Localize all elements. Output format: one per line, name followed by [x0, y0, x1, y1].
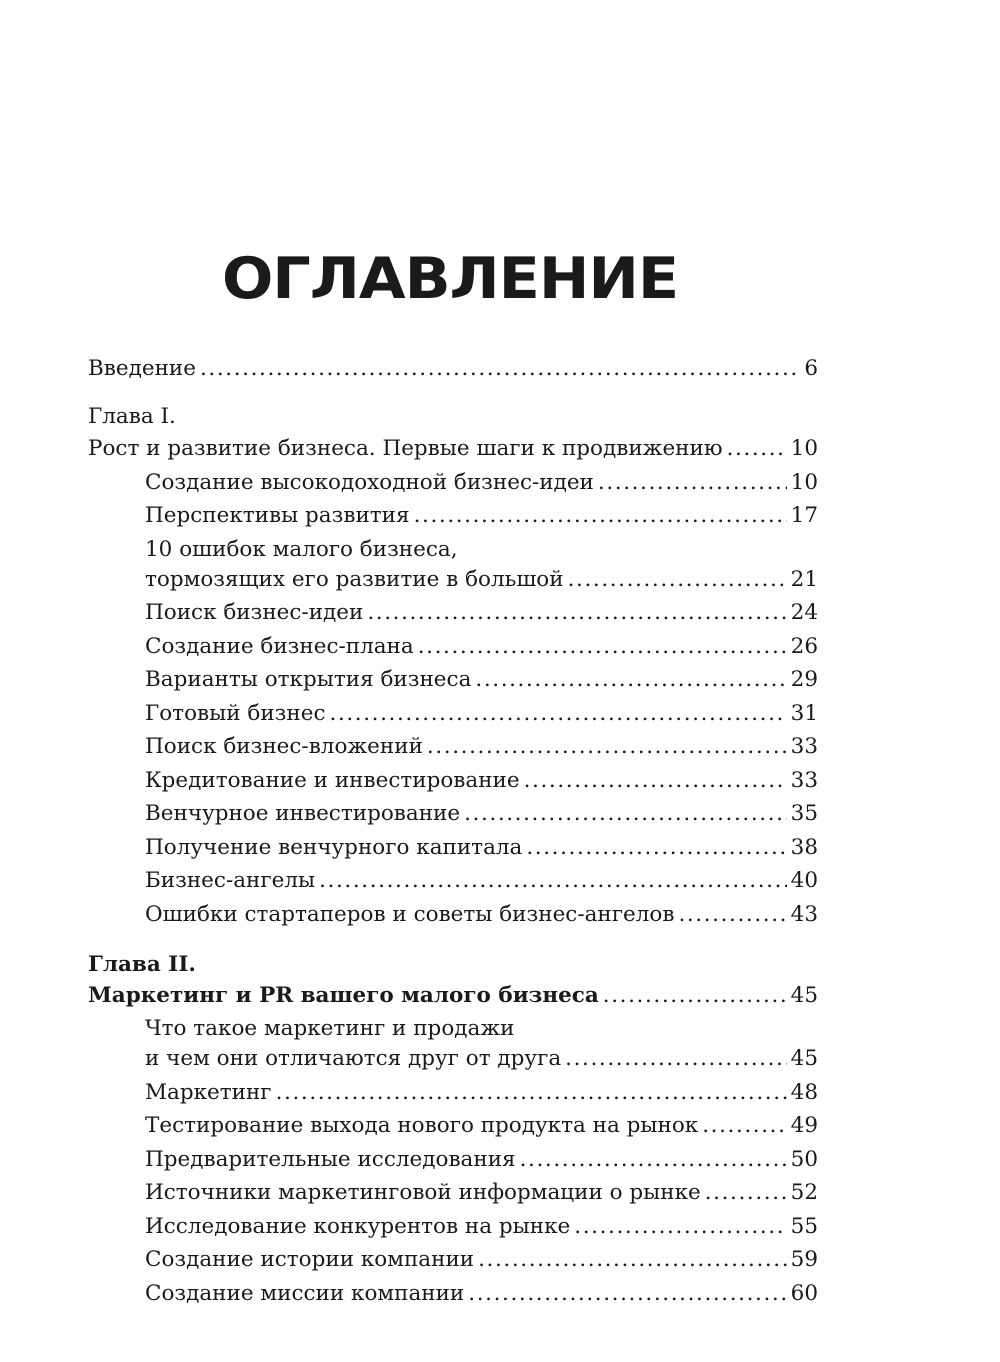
page-title: ОГЛАВЛЕНИЕ — [222, 246, 679, 312]
toc-entry[interactable] — [145, 866, 818, 896]
toc-entry[interactable] — [145, 468, 818, 498]
leader-dots — [702, 1111, 786, 1141]
leader-dots — [727, 434, 787, 464]
toc-entry-label: Венчурное инвестирование — [145, 801, 461, 826]
leader-dots — [598, 468, 787, 498]
toc-entry[interactable] — [145, 1145, 818, 1175]
toc-entry-page: 43 — [790, 902, 818, 927]
toc-entry-page: 60 — [790, 1281, 818, 1306]
toc-entry[interactable] — [145, 1111, 818, 1141]
toc-entry[interactable] — [145, 598, 818, 628]
leader-dots — [678, 900, 786, 930]
toc-entry-label-line1: Что такое маркетинг и продажи — [145, 1016, 515, 1041]
leader-dots — [367, 598, 786, 628]
toc-entry-label: Создание миссии компании — [145, 1281, 465, 1306]
leader-dots — [526, 833, 786, 863]
toc-entry-page: 59 — [790, 1247, 818, 1272]
toc-entry-label: Поиск бизнес-вложений — [145, 734, 423, 759]
toc-entry-label: Создание истории компании — [145, 1247, 475, 1272]
toc-entry-page: 45 — [790, 983, 818, 1008]
toc-entry-label: тормозящих его развитие в большой — [145, 567, 564, 592]
toc-entry[interactable] — [145, 1212, 818, 1242]
toc-entry[interactable] — [145, 1279, 818, 1309]
toc-entry-label: Кредитование и инвестирование — [145, 768, 520, 793]
toc-entry-label: Ошибки стартаперов и советы бизнес-ангелов — [145, 902, 675, 927]
toc-entry-label: Маркетинг и PR вашего малого бизнеса — [88, 983, 599, 1008]
toc-entry[interactable] — [145, 799, 818, 829]
leader-dots — [520, 1145, 787, 1175]
leader-dots — [418, 632, 787, 662]
toc-entry[interactable] — [145, 565, 818, 595]
toc-entry-page: 26 — [790, 634, 818, 659]
toc-entry[interactable] — [145, 833, 818, 863]
toc-entry-chapter-1[interactable] — [88, 434, 818, 464]
leader-dots — [524, 766, 787, 796]
toc-entry[interactable] — [145, 1178, 818, 1208]
toc-entry[interactable] — [145, 1245, 818, 1275]
leader-dots — [414, 501, 787, 531]
toc-entry-label: Получение венчурного капитала — [145, 835, 523, 860]
leader-dots — [464, 799, 787, 829]
leader-dots — [574, 1212, 786, 1242]
toc-entry-label: и чем они отличаются друг от друга — [145, 1046, 562, 1071]
leader-dots — [319, 866, 787, 896]
leader-dots — [200, 354, 800, 384]
toc-entry-page: 50 — [790, 1147, 818, 1172]
toc-entry-page: 29 — [790, 667, 818, 692]
toc-entry-page: 10 — [790, 470, 818, 495]
toc-entry-page: 21 — [790, 567, 818, 592]
leader-dots — [427, 732, 787, 762]
toc-entry-page: 31 — [790, 701, 818, 726]
toc-entry-label: Маркетинг — [145, 1080, 272, 1105]
leader-dots — [478, 1245, 787, 1275]
toc-entry-label: Создание бизнес-плана — [145, 634, 414, 659]
toc-entry-label: Поиск бизнес-идеи — [145, 600, 364, 625]
leader-dots — [565, 1044, 786, 1074]
leader-dots — [568, 565, 787, 595]
chapter-2-heading: Глава II. — [88, 952, 196, 977]
toc-entry-page: 38 — [790, 835, 818, 860]
toc-entry-page: 49 — [790, 1113, 818, 1138]
leader-dots — [468, 1279, 786, 1309]
toc-entry-chapter-2[interactable] — [88, 981, 818, 1011]
toc-entry-page: 45 — [790, 1046, 818, 1071]
toc-entry-page: 35 — [790, 801, 818, 826]
toc-entry[interactable] — [145, 665, 818, 695]
toc-entry-intro[interactable] — [88, 354, 818, 384]
toc-entry-page: 6 — [804, 356, 818, 381]
toc-entry[interactable] — [145, 501, 818, 531]
toc-entry-label: Бизнес-ангелы — [145, 868, 316, 893]
leader-dots — [276, 1078, 787, 1108]
toc-entry-page: 55 — [790, 1214, 818, 1239]
toc-entry-label: Предварительные исследования — [145, 1147, 516, 1172]
toc-entry-label: Варианты открытия бизнеса — [145, 667, 472, 692]
toc-entry-page: 10 — [790, 436, 818, 461]
toc-entry[interactable] — [145, 1044, 818, 1074]
toc-entry[interactable] — [145, 732, 818, 762]
chapter-1-heading: Глава I. — [88, 404, 176, 429]
toc-entry-label: Источники маркетинговой информации о рынке — [145, 1180, 701, 1205]
toc-entry-label-line1: 10 ошибок малого бизнеса, — [145, 537, 458, 562]
toc-entry-page: 17 — [790, 503, 818, 528]
toc-entry-page: 33 — [790, 734, 818, 759]
toc-entry-page: 52 — [790, 1180, 818, 1205]
leader-dots — [603, 981, 787, 1011]
toc-entry-page: 24 — [790, 600, 818, 625]
toc-entry[interactable] — [145, 900, 818, 930]
leader-dots — [705, 1178, 787, 1208]
leader-dots — [330, 699, 787, 729]
toc-entry-label: Создание высокодоходной бизнес-идеи — [145, 470, 594, 495]
toc-entry-label: Тестирование выхода нового продукта на рынок — [145, 1113, 699, 1138]
toc-entry-label: Рост и развитие бизнеса. Первые шаги к продвижению — [88, 436, 723, 461]
toc-entry-label: Перспективы развития — [145, 503, 410, 528]
toc-entry[interactable] — [145, 1078, 818, 1108]
toc-entry-label: Введение — [88, 356, 196, 381]
toc-entry[interactable] — [145, 699, 818, 729]
toc-entry[interactable] — [145, 632, 818, 662]
toc-entry-label: Готовый бизнес — [145, 701, 326, 726]
toc-entry-label: Исследование конкурентов на рынке — [145, 1214, 571, 1239]
toc-entry-page: 48 — [790, 1080, 818, 1105]
toc-entry-page: 40 — [790, 868, 818, 893]
toc-entry[interactable] — [145, 766, 818, 796]
leader-dots — [475, 665, 786, 695]
toc-entry-page: 33 — [790, 768, 818, 793]
